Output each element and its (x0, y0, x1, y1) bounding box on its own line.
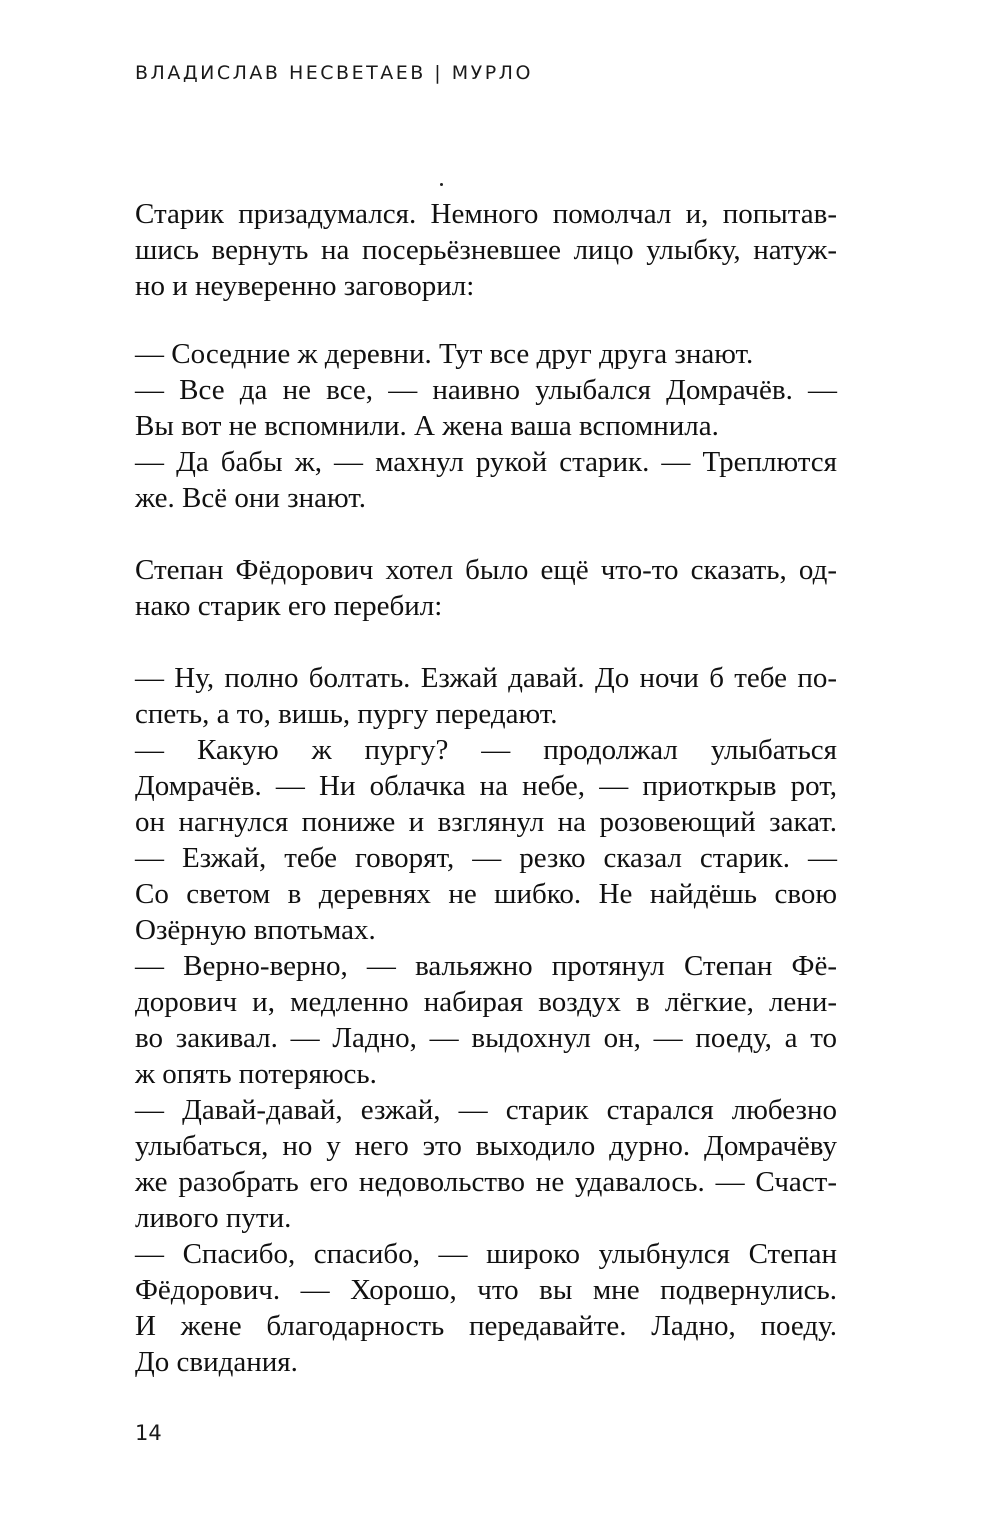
text-line: улыбаться, но у него это выходило дурно. Домрачёву (135, 1130, 837, 1162)
text-line: — Да бабы ж, — махнул рукой старик. — Треплются (135, 446, 837, 478)
paragraph (135, 552, 837, 624)
text-line: но и неуверенно заговорил: (135, 270, 475, 302)
text-line: Вы вот не вспомнили. А жена ваша вспомнила. (135, 410, 719, 442)
text-line: же разобрать его недовольство не удавалось. — Счаст- (135, 1166, 837, 1198)
paragraph (135, 660, 837, 1380)
text-line: — Соседние ж деревни. Тут все друг друга знают. (135, 338, 754, 370)
text-line: Степан Фёдорович хотел было ещё что-то сказать, од- (135, 554, 837, 586)
running-head: ВЛАДИСЛАВ НЕСВЕТАЕВ | МУРЛО (135, 62, 533, 84)
text-line: Домрачёв. — Ни облачка на небе, — приоткрыв рот, (135, 770, 837, 802)
text-line: Фёдорович. — Хорошо, что вы мне подвернулись. (135, 1274, 837, 1306)
text-line: шись вернуть на посерьёзневшее лицо улыбку, натуж- (135, 234, 837, 266)
text-line: он нагнулся пониже и взглянул на розовеющий закат. (135, 806, 837, 838)
text-line: Озёрную впотьмах. (135, 914, 376, 946)
page-number: 14 (135, 1421, 162, 1445)
text-line: же. Всё они знают. (135, 482, 367, 514)
text-line: ж опять потеряюсь. (135, 1058, 377, 1090)
text-line: — Спасибо, спасибо, — широко улыбнулся Степан (135, 1238, 837, 1270)
text-line: — Давай-давай, езжай, — старик старался любезно (135, 1094, 837, 1126)
text-line: — Все да не все, — наивно улыбался Домрачёв. — (135, 374, 837, 406)
text-line: Старик призадумался. Немного помолчал и, попытав- (135, 198, 837, 230)
text-line: — Какую ж пургу? — продолжал улыбаться (135, 734, 837, 766)
text-line: Со светом в деревнях не шибко. Не найдёшь свою (135, 878, 837, 910)
text-line: И жене благодарность передавайте. Ладно, поеду. (135, 1310, 837, 1342)
text-line: — Езжай, тебе говорят, — резко сказал старик. — (135, 842, 837, 874)
text-line: — Верно-верно, — вальяжно протянул Степан Фё- (135, 950, 837, 982)
text-line: во закивал. — Ладно, — выдохнул он, — поеду, а то (135, 1022, 837, 1054)
paragraph (135, 196, 837, 304)
text-line: нако старик его перебил: (135, 590, 443, 622)
text-line: дорович и, медленно набирая воздух в лёгкие, лени- (135, 986, 837, 1018)
text-line: ливого пути. (135, 1202, 292, 1234)
paragraph (135, 336, 837, 516)
text-line: — Ну, полно болтать. Езжай давай. До ночи б тебе по- (135, 662, 837, 694)
stray-dot (440, 183, 443, 186)
text-line: спеть, а то, вишь, пургу передают. (135, 698, 558, 730)
text-line: До свидания. (135, 1346, 298, 1378)
